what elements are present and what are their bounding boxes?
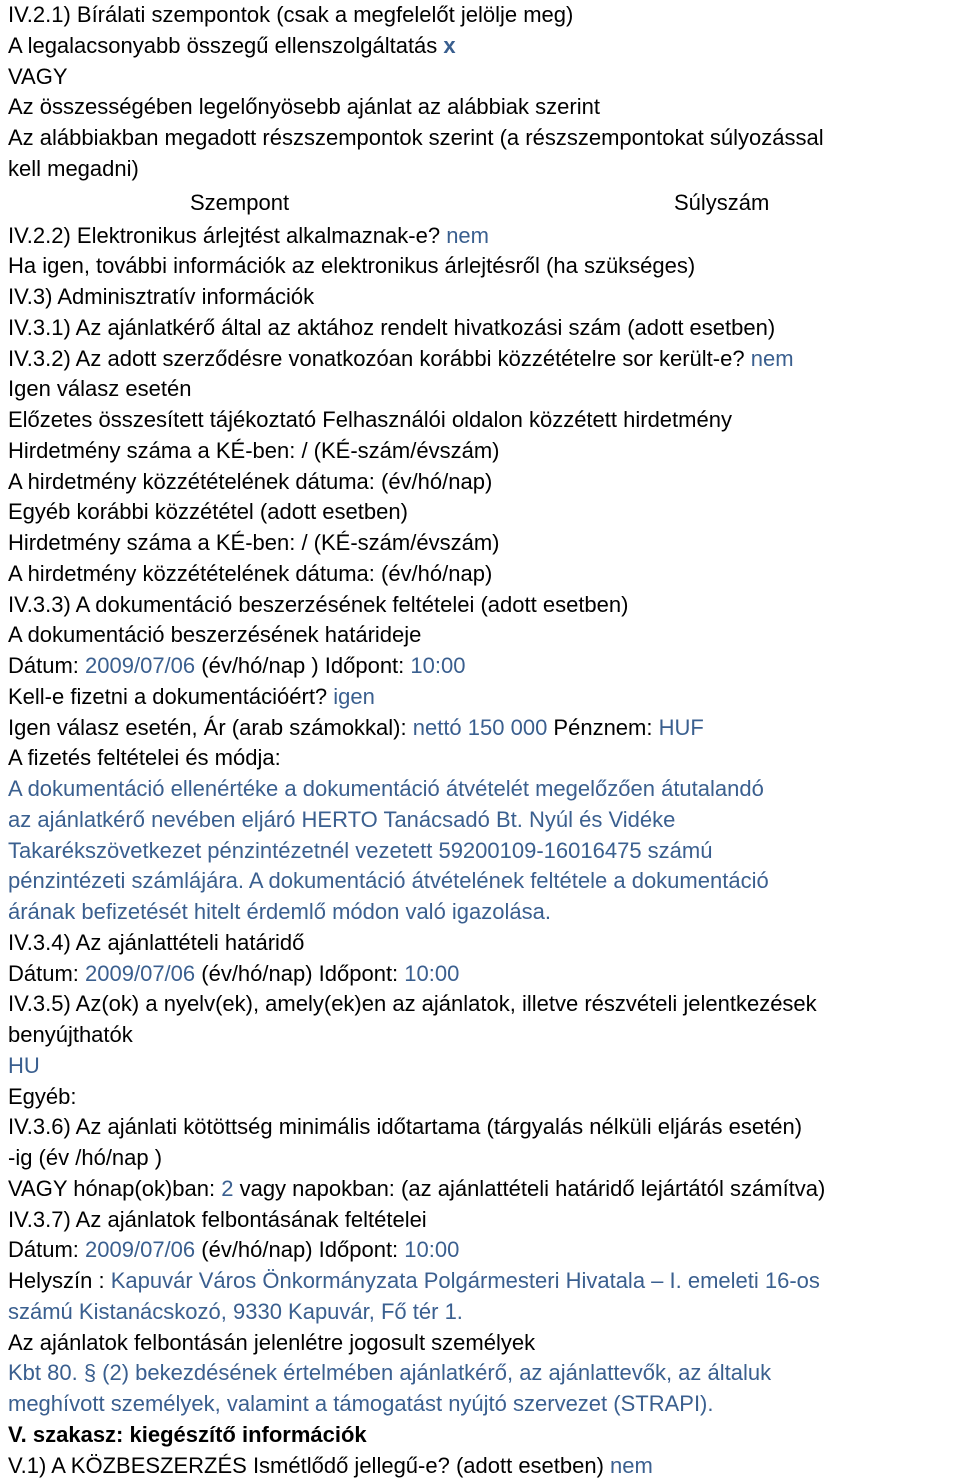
opening-place-line: Helyszín : Kapuvár Város Önkormányzata Polgármesteri Hivatala – I. emeleti 16-os	[8, 1266, 958, 1297]
recurrent-question: V.1) A KÖZBESZERZÉS Ismétlődő jellegű-e? (adott esetben) nem	[8, 1451, 958, 1481]
criteria-heading: IV.2.1) Bírálati szempontok (csak a megfelelőt jelölje meg)	[8, 0, 958, 31]
payment-terms-line: az ajánlatkérő nevében eljáró HERTO Tanácsadó Bt. Nyúl és Vidéke	[8, 805, 958, 836]
price-line: Igen válasz esetén, Ár (arab számokkal): nettó 150 000 Pénznem: HUF	[8, 713, 958, 744]
tender-deadline-date-value: 2009/07/06	[85, 961, 195, 986]
subcriteria-text-cont: kell megadni)	[8, 154, 958, 185]
opening-place-value-cont: számú Kistanácskozó, 9330 Kapuvár, Fő tér 1.	[8, 1297, 958, 1328]
e-auction-question: IV.2.2) Elektronikus árlejtést alkalmaznak-e? nem	[8, 221, 958, 252]
e-auction-answer: nem	[446, 223, 489, 248]
notice-number-label-2: Hirdetmény száma a KÉ-ben: / (KÉ-szám/évszám)	[8, 528, 958, 559]
opening-heading: IV.3.7) Az ajánlatok felbontásának feltételei	[8, 1205, 958, 1236]
opening-place-value: Kapuvár Város Önkormányzata Polgármesteri Hivatala – I. emeleti 16-os	[111, 1268, 820, 1293]
tender-deadline-time-value: 10:00	[404, 961, 459, 986]
binding-period-months-value: 2	[221, 1176, 233, 1201]
criteria-table-header	[8, 185, 958, 221]
prior-publication-question: IV.3.2) Az adott szerződésre vonatkozóan korábbi közzétételre sor került-e? nem	[8, 344, 958, 375]
payment-terms-line: Takarékszövetkezet pénzintézetnél vezetett 59200109-16016475 számú	[8, 836, 958, 867]
e-auction-info: Ha igen, további információk az elektronikus árlejtésről (ha szükséges)	[8, 251, 958, 282]
documentation-time-value: 10:00	[410, 653, 465, 678]
weight-column-header: Súlyszám	[674, 185, 769, 221]
opening-attendees-value-cont: meghívott személyek, valamint a támogatást nyújtó szervezet (STRAPI).	[8, 1389, 958, 1420]
opening-attendees-value: Kbt 80. § (2) bekezdésének értelmében ajánlatkérő, az ajánlattevők, az általuk	[8, 1358, 958, 1389]
language-value: HU	[8, 1051, 958, 1082]
opening-attendees-label: Az ajánlatok felbontásán jelenlétre jogosult személyek	[8, 1328, 958, 1359]
tender-deadline-date-line: Dátum: 2009/07/06 (év/hó/nap) Időpont: 10:00	[8, 959, 958, 990]
other-language-label: Egyéb:	[8, 1082, 958, 1113]
section-v-heading: V. szakasz: kiegészítő információk	[8, 1420, 958, 1451]
payment-terms-label: A fizetés feltételei és módja:	[8, 743, 958, 774]
payment-answer: igen	[333, 684, 375, 709]
admin-info-heading: IV.3) Adminisztratív információk	[8, 282, 958, 313]
documentation-date-value: 2009/07/06	[85, 653, 195, 678]
other-publication-label: Egyéb korábbi közzététel (adott esetben)	[8, 497, 958, 528]
payment-question: Kell-e fizetni a dokumentációért? igen	[8, 682, 958, 713]
documentation-heading: IV.3.3) A dokumentáció beszerzésének feltételei (adott esetben)	[8, 590, 958, 621]
document-page	[8, 0, 958, 1481]
documentation-date-line: Dátum: 2009/07/06 (év/hó/nap ) Időpont: 10:00	[8, 651, 958, 682]
recurrent-answer: nem	[610, 1453, 653, 1478]
selected-mark: x	[443, 33, 455, 58]
prior-publication-answer: nem	[751, 346, 794, 371]
or-text: VAGY	[8, 62, 958, 93]
payment-terms-line: árának befizetését hitelt érdemlő módon való igazolása.	[8, 897, 958, 928]
languages-heading: IV.3.5) Az(ok) a nyelv(ek), amely(ek)en az ajánlatok, illetve részvételi jelentkezések	[8, 989, 958, 1020]
currency-value: HUF	[659, 715, 704, 740]
opening-date-line: Dátum: 2009/07/06 (év/hó/nap) Időpont: 10:00	[8, 1235, 958, 1266]
binding-period-months-line: VAGY hónap(ok)ban: 2 vagy napokban: (az ajánlattételi határidő lejártától számítva)	[8, 1174, 958, 1205]
opening-date-value: 2009/07/06	[85, 1237, 195, 1262]
binding-period-heading: IV.3.6) Az ajánlati kötöttség minimális időtartama (tárgyalás nélküli eljárás esetén)	[8, 1112, 958, 1143]
payment-terms-line: A dokumentáció ellenértéke a dokumentáció átvételét megelőzően átutalandó	[8, 774, 958, 805]
if-yes-label: Igen válasz esetén	[8, 374, 958, 405]
languages-heading-cont: benyújthatók	[8, 1020, 958, 1051]
payment-terms-line: pénzintézeti számlájára. A dokumentáció átvételének feltétele a dokumentáció	[8, 866, 958, 897]
notice-date-label-2: A hirdetmény közzétételének dátuma: (év/hó/nap)	[8, 559, 958, 590]
best-value-option: Az összességében legelőnyösebb ajánlat az alábbiak szerint	[8, 92, 958, 123]
prior-notice-label: Előzetes összesített tájékoztató Felhasználói oldalon közzétett hirdetmény	[8, 405, 958, 436]
opening-time-value: 10:00	[404, 1237, 459, 1262]
reference-number-label: IV.3.1) Az ajánlatkérő által az aktához rendelt hivatkozási szám (adott esetben)	[8, 313, 958, 344]
lowest-price-option: A legalacsonyabb összegű ellenszolgáltatás x	[8, 31, 958, 62]
tender-deadline-heading: IV.3.4) Az ajánlattételi határidő	[8, 928, 958, 959]
notice-date-label: A hirdetmény közzétételének dátuma: (év/hó/nap)	[8, 467, 958, 498]
documentation-deadline-label: A dokumentáció beszerzésének határideje	[8, 620, 958, 651]
criterion-column-header: Szempont	[190, 185, 289, 221]
price-value: nettó 150 000	[413, 715, 548, 740]
notice-number-label: Hirdetmény száma a KÉ-ben: / (KÉ-szám/évszám)	[8, 436, 958, 467]
binding-period-until: -ig (év /hó/nap )	[8, 1143, 958, 1174]
subcriteria-text: Az alábbiakban megadott részszempontok szerint (a részszempontokat súlyozással	[8, 123, 958, 154]
